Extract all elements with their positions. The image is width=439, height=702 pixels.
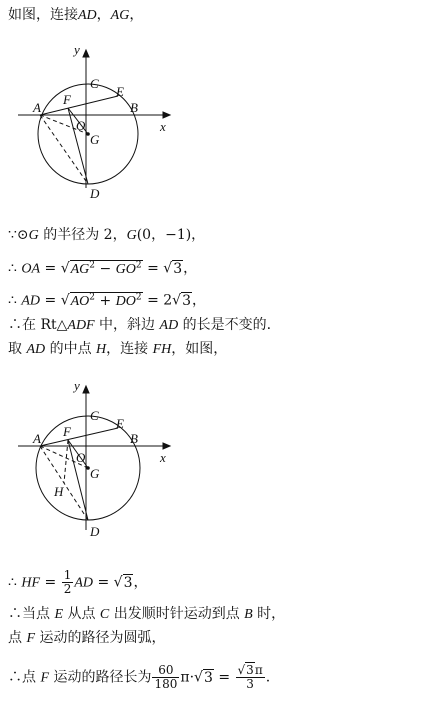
label-d: D — [90, 186, 100, 198]
therefore-symbol: ∴ — [8, 574, 17, 591]
label-y: y — [74, 382, 80, 393]
label-h: H — [54, 484, 64, 499]
line-ad: ∴ AD = $√AO^2 + DO^2 = 2√3$， — [8, 292, 207, 309]
sqrt3: 3 — [203, 669, 213, 686]
label-a: A — [33, 100, 41, 115]
text: 时， — [252, 606, 286, 622]
therefore-symbol: ∴ — [8, 606, 22, 622]
point-f: F — [26, 631, 36, 646]
label-a: A — [33, 431, 41, 446]
circle-symbol: ⊙ — [16, 227, 29, 243]
label-f: F — [63, 424, 71, 439]
exponent: 2 — [89, 292, 96, 302]
exponent: 2 — [135, 260, 142, 270]
ao-term: AO — [70, 293, 90, 309]
equals: = — [40, 574, 61, 591]
fraction-result — [236, 664, 265, 691]
punctuation: ， — [129, 7, 144, 23]
radicand-oa — [70, 260, 143, 277]
equals: = — [93, 574, 114, 591]
numerator: 1 — [63, 568, 72, 582]
intro-text: 如图，连接 — [8, 7, 78, 23]
point-e: E — [54, 607, 64, 622]
label-g: G — [90, 466, 100, 481]
text: 运动的路径长为 — [49, 669, 152, 686]
label-x: x — [160, 450, 166, 465]
text: 运动的路径为圆弧， — [35, 630, 166, 646]
text: 出发顺时针运动到点 — [109, 606, 245, 622]
do-term: DO — [115, 293, 136, 309]
point-f: F — [40, 670, 50, 686]
label-f: F — [63, 92, 71, 107]
numerator: √3π — [237, 663, 263, 677]
equals: = — [40, 260, 61, 277]
label-y: y — [74, 42, 80, 57]
go-term: GO — [115, 261, 136, 277]
segment-ag: AG — [110, 8, 130, 23]
point-c: C — [99, 607, 110, 622]
figure-1 — [0, 38, 439, 198]
plus: + — [95, 292, 116, 309]
therefore-symbol: ∴ — [8, 260, 17, 277]
text: 取 — [8, 341, 27, 357]
line-radius — [8, 226, 205, 245]
punctuation: ， — [133, 574, 148, 591]
label-x: x — [160, 119, 166, 134]
point-g-text: G — [28, 228, 39, 243]
segment-ad: AD — [159, 318, 179, 333]
because-symbol: ∵ — [8, 227, 17, 243]
equals: = — [142, 260, 164, 277]
fraction-60-180 — [152, 664, 179, 691]
result-sqrt3: 3 — [123, 574, 133, 591]
figure-2 — [0, 382, 439, 544]
line-rt — [8, 316, 271, 335]
minus: − — [95, 260, 116, 277]
result-sqrt3: 3 — [173, 260, 183, 277]
line-move-2 — [8, 629, 165, 648]
label-e: E — [116, 84, 124, 99]
line-midpoint — [8, 340, 227, 359]
y-arrow — [83, 386, 89, 393]
exponent: 2 — [89, 260, 96, 270]
equals: = — [213, 669, 235, 686]
equals-two: = 2 — [142, 292, 173, 309]
text: 从点 — [63, 606, 100, 622]
denominator: 2 — [63, 582, 72, 596]
line-move-1 — [8, 605, 285, 624]
hf-lhs: HF — [21, 575, 41, 591]
triangle-adf: ADF — [67, 318, 95, 333]
label-o: O — [76, 118, 86, 133]
line-final: ∴点 F 运动的路径长为 $\frac{60}{180}$ π·√3 = $\frac{√3\pi}{3}$ . — [8, 663, 271, 691]
exponent: 2 — [135, 292, 142, 302]
text: 在 Rt△ — [22, 317, 68, 333]
label-d: D — [90, 524, 100, 539]
therefore-symbol: ∴ — [8, 317, 22, 333]
radicand-ad — [70, 292, 143, 309]
equals: = — [40, 292, 61, 309]
punctuation: . — [265, 669, 271, 686]
text: 的中点 — [45, 341, 97, 357]
radius-text: 的半径为 2， — [38, 227, 127, 243]
segment-fh: FH — [152, 342, 172, 357]
x-arrow — [163, 443, 170, 449]
punctuation: ， — [183, 260, 198, 277]
sqrt3: 3 — [246, 663, 254, 677]
oa-lhs: OA — [21, 261, 41, 277]
y-arrow — [83, 50, 89, 57]
segment-ad: AD — [26, 342, 46, 357]
text: ，如图， — [171, 341, 228, 357]
text: 中，斜边 — [94, 317, 160, 333]
ad-lhs: AD — [21, 293, 41, 309]
line-hf: ∴ HF = $\frac{1}{2}$ AD = √3， — [8, 568, 148, 596]
pi-dot: π· — [180, 669, 195, 686]
point-b: B — [244, 607, 253, 622]
label-g: G — [90, 132, 100, 147]
label-e: E — [116, 416, 124, 431]
text: 点 — [22, 669, 41, 686]
text: 的长是不变的. — [178, 317, 272, 333]
label-c: C — [90, 76, 99, 91]
text: 当点 — [22, 606, 55, 622]
segment-ad: AD — [78, 8, 97, 23]
denominator: 3 — [246, 677, 254, 691]
coord-text: (0，−1)， — [136, 227, 206, 243]
label-c: C — [90, 408, 99, 423]
label-b: B — [130, 431, 138, 446]
label-b: B — [130, 100, 138, 115]
punctuation: ， — [192, 292, 207, 309]
therefore-symbol: ∴ — [8, 292, 17, 309]
point-h: H — [96, 342, 107, 357]
pi: π — [254, 663, 263, 677]
fraction-half — [62, 569, 74, 596]
numerator: 60 — [152, 664, 179, 678]
intro-line — [8, 6, 143, 25]
therefore-symbol: ∴ — [8, 669, 22, 686]
x-arrow — [163, 112, 170, 118]
label-o: O — [76, 450, 86, 465]
segment-ae — [40, 96, 118, 115]
ag-term: AG — [70, 261, 90, 277]
separator: ， — [96, 7, 111, 23]
point-g-coord: G — [126, 228, 137, 243]
result-sqrt3: 3 — [182, 292, 192, 309]
text: 点 — [8, 630, 27, 646]
line-oa: ∴ OA = $√AG^2 - GO^2 = √3$， — [8, 260, 198, 277]
denominator: 180 — [154, 677, 178, 691]
text: ，连接 — [106, 341, 153, 357]
segment-ad: AD — [74, 575, 93, 591]
